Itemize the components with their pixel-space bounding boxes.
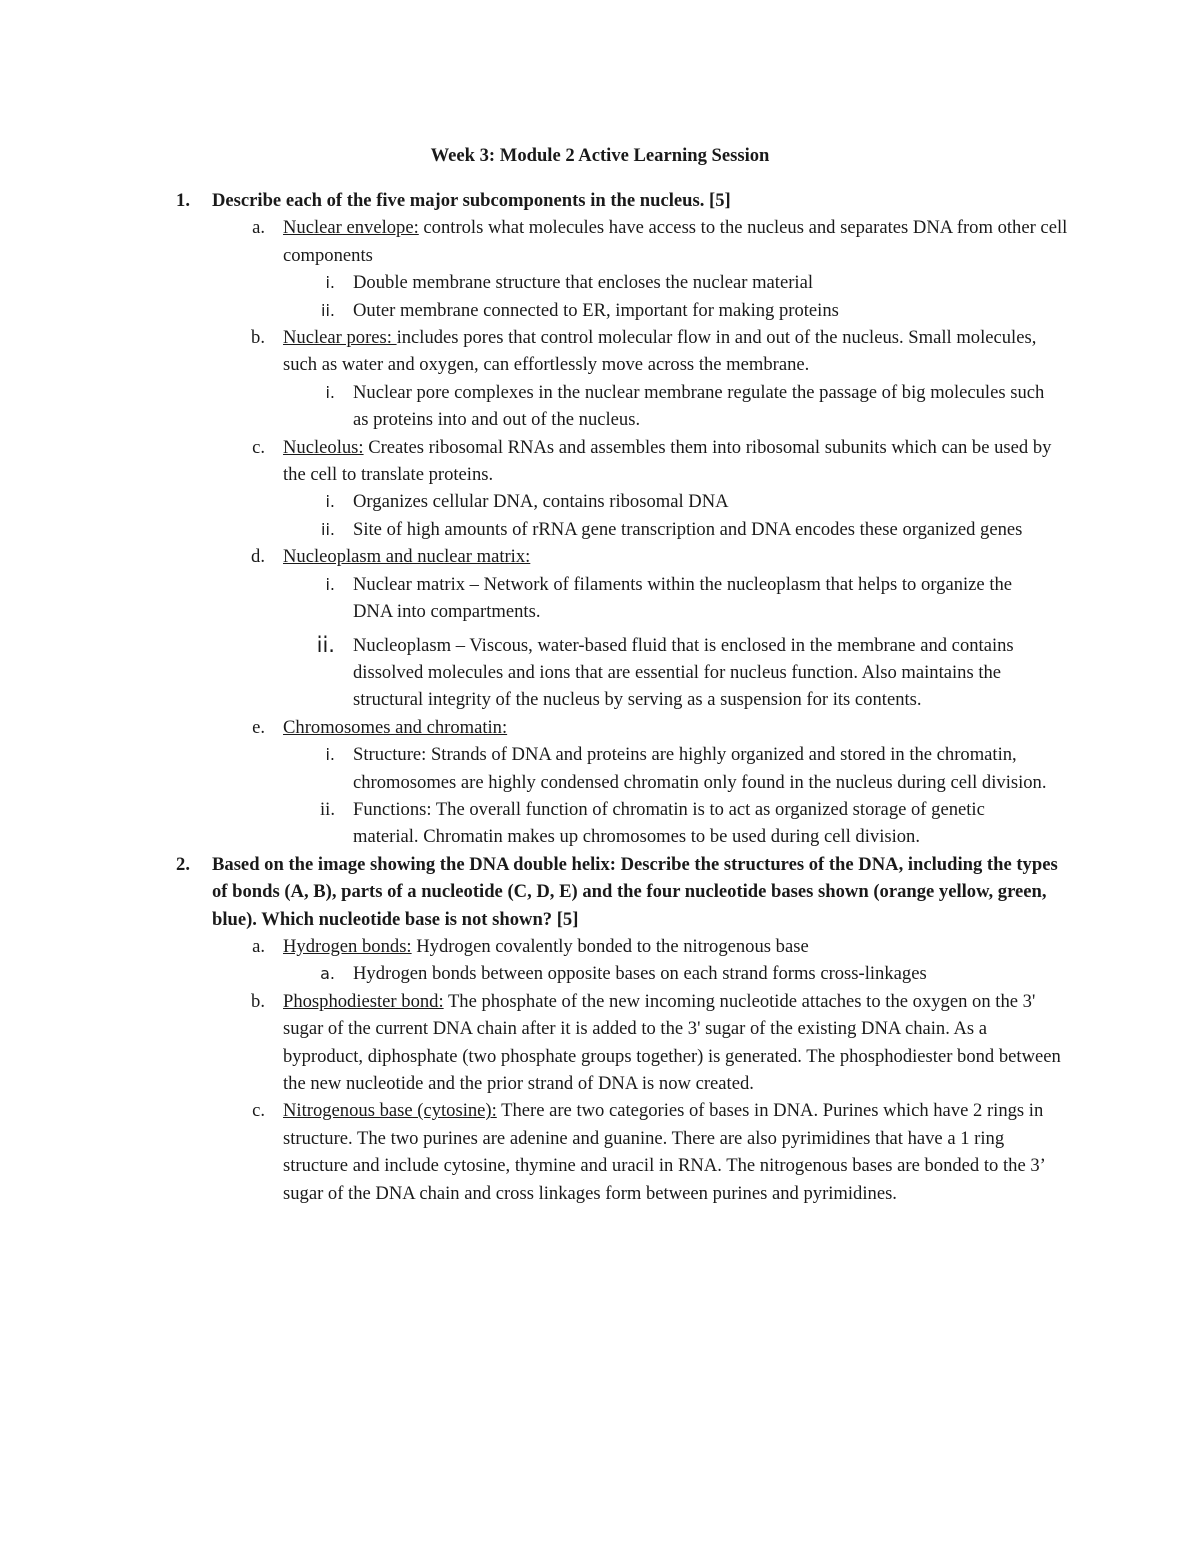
sub-item (0, 571, 1053, 626)
list-marker: ii. (321, 519, 335, 539)
term-label: Nuclear envelope: (283, 217, 419, 239)
list-marker: a. (252, 935, 265, 957)
question-1 (0, 187, 1200, 1207)
item-nitrogenous-base (0, 1097, 1068, 1207)
list-marker: i. (325, 273, 335, 293)
term-label: Chromosomes and chromatin: (283, 716, 508, 738)
list-marker: e. (252, 716, 265, 738)
list-marker: ii. (316, 632, 335, 657)
list-marker: 1. (176, 190, 190, 211)
list-marker: ii. (321, 300, 335, 320)
term-label: Nuclear pores: (283, 327, 397, 349)
item-nuclear-envelope (0, 214, 1068, 269)
list-marker: a. (320, 964, 335, 984)
item-phosphodiester-bond (0, 988, 1068, 1098)
sub-item-text: Outer membrane connected to ER, important for making proteins (353, 299, 839, 321)
sub-item (0, 632, 1053, 714)
question-2-prompt (0, 851, 1072, 933)
list-marker: i. (325, 574, 335, 594)
item-chromosomes-chromatin (0, 714, 1068, 741)
list-marker: 2. (176, 853, 190, 875)
sub-item (0, 488, 1053, 515)
list-marker: ii. (320, 798, 335, 820)
sub-item-text: Functions: The overall function of chromatin is to act as organized storage of genetic material. Chromatin makes up chromosomes to be used during cell division. (353, 798, 985, 848)
sub-item-text: Double membrane structure that encloses the nuclear material (353, 272, 814, 294)
item-hydrogen-bonds (0, 933, 1068, 960)
sub-item-text: Site of high amounts of rRNA gene transcription and DNA encodes these organized genes (353, 518, 1023, 540)
item-nucleolus (0, 434, 1068, 489)
list-marker: b. (251, 990, 265, 1012)
list-marker: i. (325, 382, 335, 402)
term-label: Hydrogen bonds: (283, 935, 412, 957)
question-text: Describe each of the five major subcomponents in the nucleus. [5] (212, 190, 731, 211)
sub-item (0, 516, 1053, 543)
question-1-prompt (0, 187, 1072, 214)
sub-item-text: Structure: Strands of DNA and proteins are highly organized and stored in the chromatin, chromosomes are highly condensed chromatin only found in the nucleus during cell division. (353, 744, 1047, 793)
sub-item (0, 297, 1053, 324)
item-text: Creates ribosomal RNAs and assembles them into ribosomal subunits which can be used by the cell to translate proteins. (283, 436, 1052, 486)
list-marker: a. (252, 217, 265, 239)
sub-item-text: Organizes cellular DNA, contains ribosomal DNA (353, 491, 729, 513)
item-text: There are two categories of bases in DNA. Purines which have 2 rings in structure. The two purines are adenine and guanine. There are also pyrimidines that have a 1 ring structure and include cytosine, thymine and uracil in RNA. The nitrogenous bases are bonded to the 3’ sugar of the DNA chain and cross linkages form between purines and pyrimidines. (283, 1100, 1045, 1204)
list-marker: c. (252, 436, 265, 458)
term-label: Nucleoplasm and nuclear matrix: (283, 546, 531, 568)
term-label: Nitrogenous base (cytosine): (283, 1100, 497, 1122)
term-label: Nucleolus: (283, 436, 364, 458)
sub-item (0, 379, 1053, 434)
sub-item-text: Nuclear pore complexes in the nuclear membrane regulate the passage of big molecules such as proteins into and out of the nucleus. (353, 381, 1045, 431)
item-text: includes pores that control molecular flow in and out of the nucleus. Small molecules, such as water and oxygen, can effortlessly move across the membrane. (283, 327, 1037, 376)
list-marker: d. (251, 546, 265, 568)
list-marker: b. (251, 327, 265, 349)
question-text: Based on the image showing the DNA double helix: Describe the structures of the DNA, including the types of bonds (A, B), parts of a nucleotide (C, D, E) and the four nucleotide bases shown (orange yellow, green, blue). Which nucleotide base is not shown? [5] (212, 853, 1058, 930)
sub-item (0, 741, 1053, 796)
item-nuclear-pores (0, 324, 1068, 379)
sub-item-text: Nuclear matrix – Network of filaments within the nucleoplasm that helps to organize the DNA into compartments. (353, 573, 1013, 623)
item-text: controls what molecules have access to the nucleus and separates DNA from other cell components (283, 217, 1068, 266)
sub-item (0, 960, 1053, 987)
list-marker: i. (325, 492, 335, 512)
item-text: The phosphate of the new incoming nucleotide attaches to the oxygen on the 3' sugar of the current DNA chain after it is added to the 3' sugar of the existing DNA chain. As a byproduct, diphosphate (two phosphate groups together) is generated. The phosphodiester bond between the new nucleotide and the prior strand of DNA is now created. (283, 990, 1061, 1094)
term-label: Phosphodiester bond: (283, 990, 444, 1012)
item-nucleoplasm-matrix (0, 543, 1068, 570)
sub-item (0, 269, 1053, 296)
sub-item (0, 796, 1053, 851)
sub-item-text: Nucleoplasm – Viscous, water-based fluid that is enclosed in the membrane and contains dissolved molecules and ions that are essential for nucleus function. Also maintains the structural integrity of the nucleus by serving as a suspension for its contents. (353, 634, 1014, 711)
list-marker: i. (325, 745, 335, 765)
list-marker: c. (252, 1100, 265, 1122)
sub-item-text: Hydrogen bonds between opposite bases on each strand forms cross-linkages (353, 963, 927, 985)
document-title: Week 3: Module 2 Active Learning Session (430, 145, 770, 166)
item-text: Hydrogen covalently bonded to the nitrogenous base (411, 935, 809, 957)
